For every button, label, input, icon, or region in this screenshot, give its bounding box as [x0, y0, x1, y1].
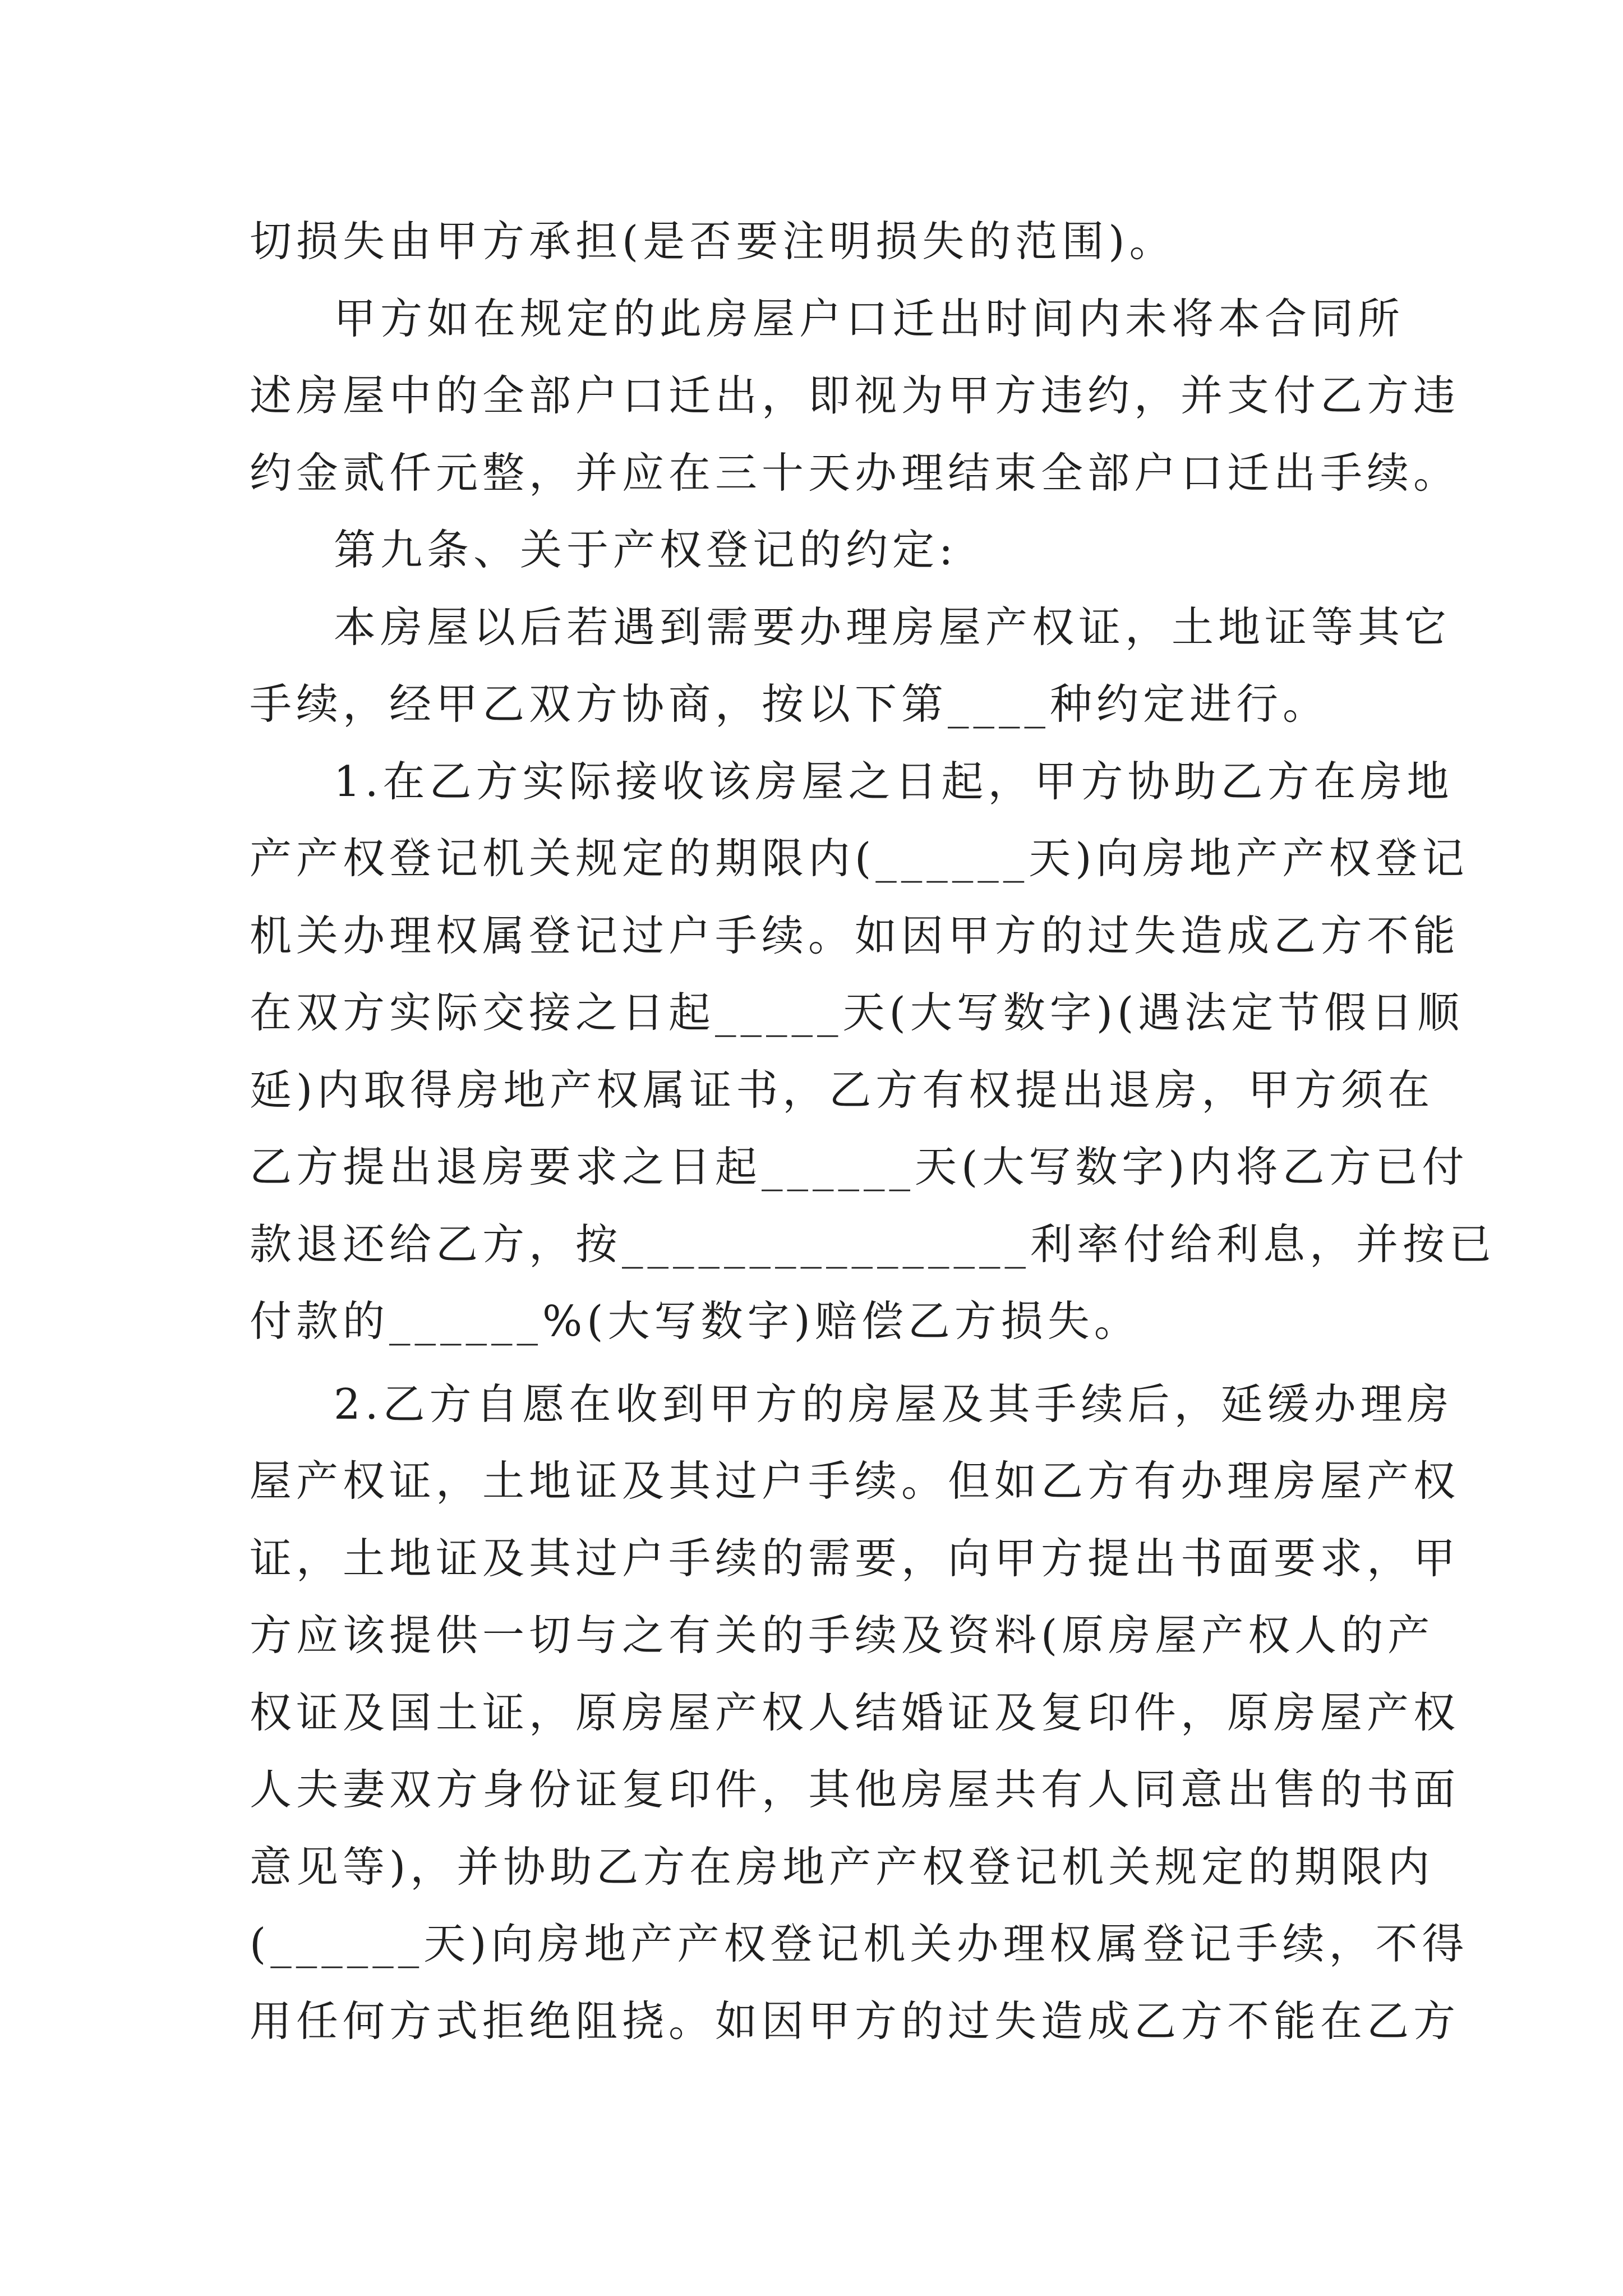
text-line-17: 屋产权证，土地证及其过户手续。但如乙方有办理房屋产权 — [250, 1456, 1460, 1506]
text-line-20: 权证及国土证，原房屋产权人结婚证及复印件，原房屋产权 — [250, 1687, 1460, 1737]
text-line-21: 人夫妻双方身份证复印件，其他房屋共有人同意出售的书面 — [250, 1765, 1460, 1814]
text-line-22: 意见等)，并协助乙方在房地产产权登记机关规定的期限内 — [250, 1842, 1435, 1892]
text-line-13: 乙方提出退房要求之日起______天(大写数字)内将乙方已付 — [250, 1142, 1469, 1191]
text-line-7: 手续，经甲乙双方协商，按以下第____种约定进行。 — [250, 679, 1330, 729]
text-line-24: 用任何方式拒绝阻挠。如因甲方的过失造成乙方不能在乙方 — [250, 1996, 1460, 2046]
text-line-16: 2.乙方自愿在收到甲方的房屋及其手续后，延缓办理房 — [334, 1379, 1454, 1429]
text-line-5: 第九条、关于产权登记的约定: — [334, 525, 958, 574]
text-line-9: 产产权登记机关规定的期限内(______天)向房地产产权登记 — [250, 834, 1469, 883]
text-line-10: 机关办理权属登记过户手续。如因甲方的过失造成乙方不能 — [250, 910, 1460, 960]
text-line-18: 证，土地证及其过户手续的需要，向甲方提出书面要求，甲 — [250, 1533, 1460, 1583]
text-line-3: 述房屋中的全部户口迁出，即视为甲方违约，并支付乙方违 — [250, 371, 1460, 420]
text-line-2: 甲方如在规定的此房屋户口迁出时间内未将本合同所 — [334, 293, 1405, 343]
contract-text — [250, 203, 1496, 2060]
text-line-19: 方应该提供一切与之有关的手续及资料(原房屋产权人的产 — [250, 1611, 1435, 1660]
text-line-4: 约金贰仟元整，并应在三十天办理结束全部户口迁出手续。 — [250, 448, 1460, 498]
text-line-23: (______天)向房地产产权登记机关办理权属登记手续，不得 — [250, 1919, 1469, 1968]
text-line-12: 延)内取得房地产权属证书，乙方有权提出退房，甲方须在 — [250, 1065, 1435, 1115]
text-line-1: 切损失由甲方承担(是否要注明损失的范围)。 — [250, 217, 1176, 266]
text-line-6: 本房屋以后若遇到需要办理房屋产权证，土地证等其它 — [334, 602, 1451, 652]
text-line-14: 款退还给乙方，按________________利率付给利息，并按已 — [250, 1219, 1496, 1269]
text-line-8: 1.在乙方实际接收该房屋之日起，甲方协助乙方在房地 — [334, 756, 1454, 806]
text-line-11: 在双方实际交接之日起_____天(大写数字)(遇法定节假日顺 — [250, 988, 1464, 1037]
text-line-15: 付款的______%(大写数字)赔偿乙方损失。 — [250, 1296, 1141, 1346]
